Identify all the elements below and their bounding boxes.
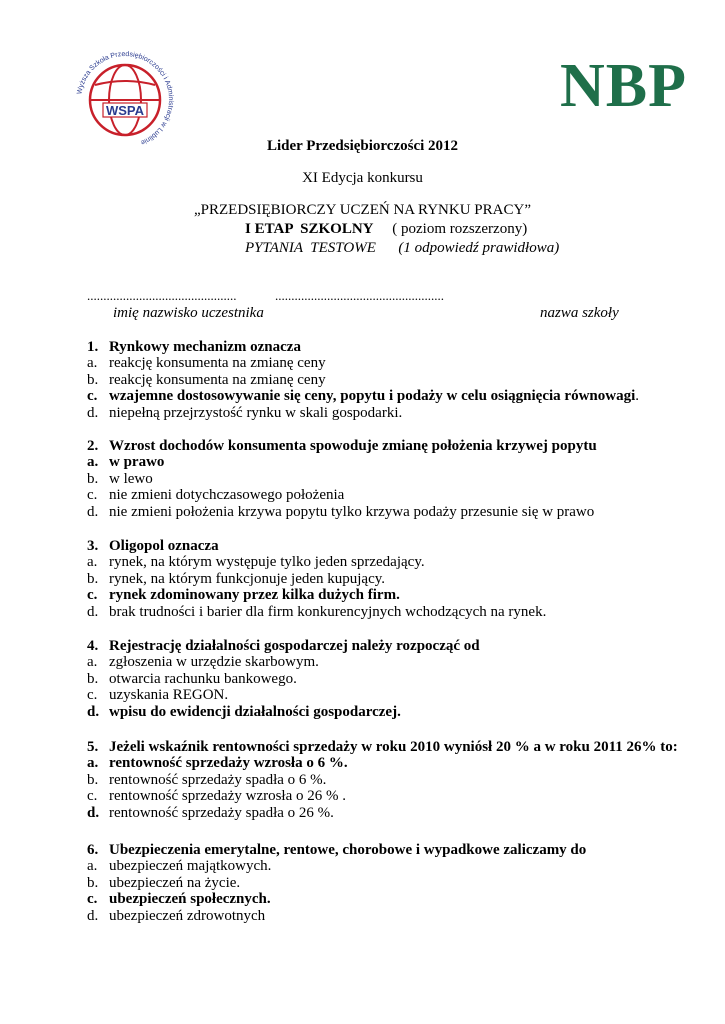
option-text: reakcję konsumenta na zmianę ceny	[109, 371, 326, 388]
option-letter: b.	[87, 874, 99, 891]
svg-text:Wyższa Szkoła Przedsiębiorczoś: Wyższa Szkoła Przedsiębiorczości i Administracji w Lublinie	[76, 50, 175, 146]
option-letter: b.	[87, 771, 99, 788]
question-number: 3.	[87, 538, 99, 554]
question-6	[87, 842, 687, 924]
option-text: rynek, na którym funkcjonuje jeden kupujący.	[109, 570, 386, 587]
answer-note: (1 odpowiedź prawidłowa)	[398, 240, 560, 256]
name-field-line[interactable]: ..............................................	[87, 288, 237, 303]
answer-option[interactable]	[87, 571, 687, 587]
option-letter: c.	[87, 687, 98, 704]
option-letter: a.	[87, 654, 98, 671]
option-letter: a.	[87, 554, 98, 571]
edition-label: XI Edycja konkursu	[302, 170, 423, 186]
option-text: otwarcia rachunku bankowego.	[109, 670, 297, 687]
question-heading	[87, 638, 687, 654]
answer-option[interactable]	[87, 704, 687, 720]
answer-option[interactable]	[87, 587, 687, 603]
question-number: 5.	[87, 739, 99, 755]
option-letter: d.	[87, 804, 100, 821]
question-heading	[87, 339, 687, 355]
answer-option[interactable]	[87, 891, 687, 907]
option-letter: b.	[87, 470, 99, 487]
option-letter: c.	[87, 587, 98, 604]
question-1	[87, 339, 687, 421]
answer-option[interactable]	[87, 504, 687, 520]
question-heading	[87, 438, 687, 454]
option-text: rynek, na którym występuje tylko jeden sprzedający.	[109, 554, 425, 571]
option-text: uzyskania REGON.	[109, 687, 229, 704]
option-text: ubezpieczeń majątkowych.	[109, 858, 272, 875]
option-text: ubezpieczeń społecznych.	[109, 891, 271, 908]
option-text: zgłoszenia w urzędzie skarbowym.	[109, 654, 319, 671]
option-text: rentowność sprzedaży spadła o 6 %.	[109, 771, 327, 788]
question-5	[87, 739, 687, 821]
answer-option[interactable]	[87, 454, 687, 470]
answer-option[interactable]	[87, 388, 687, 404]
option-text: wpisu do ewidencji działalności gospodarczej.	[109, 703, 401, 720]
question-text: Jeżeli wskaźnik rentowności sprzedaży w roku 2010 wyniósł 20 % a w roku 2011 26% to:	[109, 739, 678, 755]
option-letter: a.	[87, 454, 99, 471]
answer-option[interactable]	[87, 671, 687, 687]
answer-option[interactable]	[87, 654, 687, 670]
option-letter: d.	[87, 404, 99, 421]
option-letter: a.	[87, 755, 99, 772]
nbp-logo: NBP	[560, 52, 687, 120]
question-number: 6.	[87, 842, 99, 858]
school-field-line[interactable]: ....................................................	[275, 288, 444, 303]
answer-option[interactable]	[87, 372, 687, 388]
answer-option[interactable]	[87, 788, 687, 804]
question-3	[87, 538, 687, 620]
question-heading	[87, 538, 687, 554]
option-letter: c.	[87, 788, 98, 805]
answer-option[interactable]	[87, 355, 687, 371]
answer-option[interactable]	[87, 772, 687, 788]
option-text: rentowność sprzedaży wzrosła o 6 %.	[109, 755, 348, 772]
question-heading	[87, 739, 687, 755]
question-heading	[87, 842, 687, 858]
question-2	[87, 438, 687, 520]
tests-label: PYTANIA TESTOWE	[245, 240, 376, 256]
tests-line	[245, 240, 559, 257]
answer-option[interactable]	[87, 805, 687, 821]
option-text: reakcję konsumenta na zmianę ceny	[109, 355, 326, 372]
answer-option[interactable]	[87, 554, 687, 570]
option-text: rentowność sprzedaży spadła o 26 %.	[109, 804, 334, 821]
answer-option[interactable]	[87, 858, 687, 874]
option-text: w lewo	[109, 470, 153, 487]
question-text: Oligopol oznacza	[109, 538, 219, 554]
option-letter: b.	[87, 670, 99, 687]
option-letter: d.	[87, 603, 99, 620]
svg-text:WSPA: WSPA	[105, 103, 145, 118]
option-letter: c.	[87, 891, 98, 908]
contest-title: „PRZEDSIĘBIORCZY UCZEŃ NA RYNKU PRACY”	[194, 202, 531, 218]
answer-option[interactable]	[87, 604, 687, 620]
question-text: Rynkowy mechanizm oznacza	[109, 339, 301, 355]
option-letter: b.	[87, 371, 99, 388]
option-letter: d.	[87, 907, 99, 924]
answer-option[interactable]	[87, 908, 687, 924]
option-text: nie zmieni dotychczasowego położenia	[109, 487, 345, 504]
option-text: ubezpieczeń zdrowotnych	[109, 907, 266, 924]
option-letter: d.	[87, 703, 100, 720]
option-text: rentowność sprzedaży wzrosła o 26 % .	[109, 788, 347, 805]
question-number: 1.	[87, 339, 99, 355]
answer-option[interactable]	[87, 875, 687, 891]
option-text: ubezpieczeń na życie.	[109, 874, 241, 891]
option-text: rynek zdominowany przez kilka dużych firm.	[109, 587, 400, 604]
answer-option[interactable]	[87, 755, 687, 771]
option-letter: c.	[87, 388, 98, 405]
option-letter: d.	[87, 503, 99, 520]
option-letter: c.	[87, 487, 98, 504]
question-4	[87, 638, 687, 720]
option-letter: a.	[87, 858, 98, 875]
page-title: Lider Przedsiębiorczości 2012	[266, 138, 459, 154]
stage-label: I ETAP SZKOLNY	[245, 221, 374, 237]
answer-option[interactable]	[87, 687, 687, 703]
question-text: Rejestrację działalności gospodarczej należy rozpocząć od	[109, 638, 480, 654]
answer-option[interactable]	[87, 405, 687, 421]
question-text: Wzrost dochodów konsumenta spowoduje zmianę położenia krzywej popytu	[109, 438, 597, 454]
answer-option[interactable]	[87, 487, 687, 503]
school-field-label: nazwa szkoły	[540, 305, 619, 321]
level-label: ( poziom rozszerzony)	[392, 221, 528, 237]
option-letter: a.	[87, 355, 98, 372]
question-number: 2.	[87, 438, 99, 454]
option-text: brak trudności i barier dla firm konkurencyjnych wchodzących na rynek.	[109, 603, 547, 620]
question-text: Ubezpieczenia emerytalne, rentowe, chorobowe i wypadkowe zaliczamy do	[109, 842, 587, 858]
option-text: niepełną przejrzystość rynku w skali gospodarki.	[109, 404, 403, 421]
option-letter: b.	[87, 570, 99, 587]
name-field-label: imię nazwisko uczestnika	[113, 305, 264, 321]
option-suffix: .	[635, 388, 639, 405]
question-number: 4.	[87, 638, 99, 654]
option-text: w prawo	[109, 454, 165, 471]
answer-option[interactable]	[87, 471, 687, 487]
stage-line	[245, 221, 527, 238]
option-text: wzajemne dostosowywanie się ceny, popytu i podaży w celu osiągnięcia równowagi	[109, 388, 636, 405]
option-text: nie zmieni położenia krzywa popytu tylko krzywa podaży przesunie się w prawo	[109, 503, 595, 520]
